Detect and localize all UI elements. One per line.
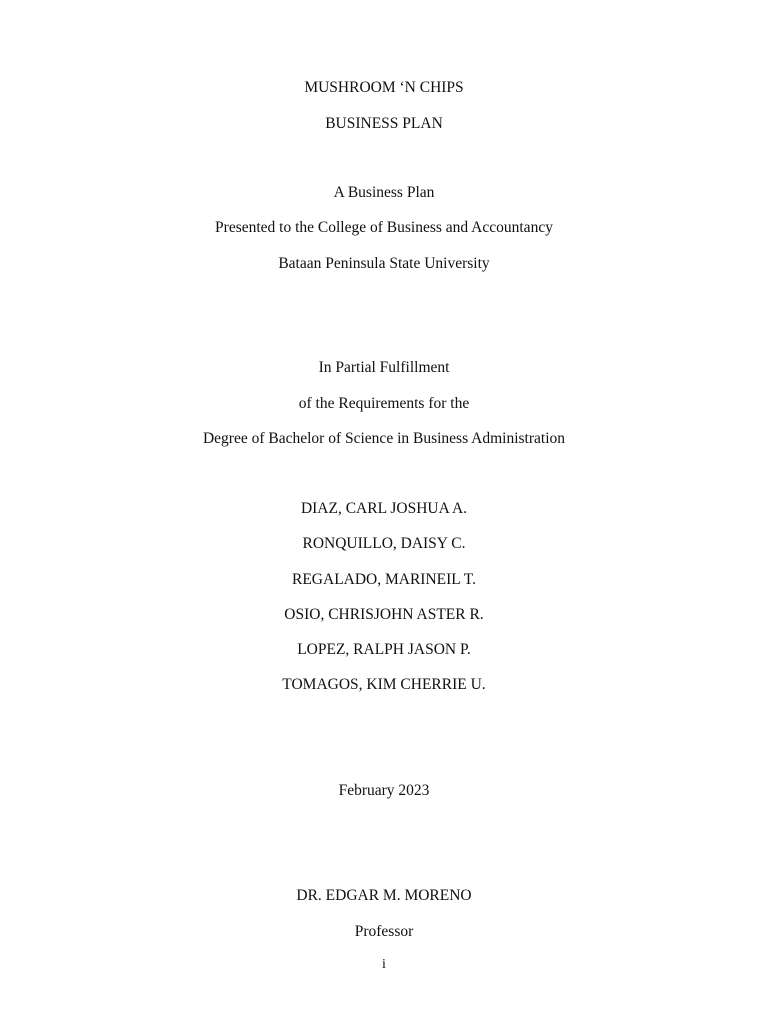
author-name: OSIO, CHRISJOHN ASTER R. — [284, 606, 484, 623]
document-subtitle: BUSINESS PLAN — [325, 115, 443, 132]
fulfillment-line-2: of the Requirements for the — [298, 395, 470, 412]
author-name: DIAZ, CARL JOSHUA A. — [300, 500, 468, 517]
author-name: LOPEZ, RALPH JASON P. — [297, 641, 471, 658]
adviser-name: DR. EDGAR M. MORENO — [296, 887, 472, 904]
adviser-role: Professor — [354, 923, 414, 940]
presentation-line-2: Presented to the College of Business and Accountancy — [215, 219, 553, 236]
author-name: TOMAGOS, KIM CHERRIE U. — [282, 676, 486, 693]
author-name: REGALADO, MARINEIL T. — [292, 571, 476, 588]
submission-date: February 2023 — [338, 782, 430, 799]
document-title: MUSHROOM ‘N CHIPS — [304, 79, 464, 96]
author-name: RONQUILLO, DAISY C. — [302, 535, 466, 552]
university-name: Bataan Peninsula State University — [278, 255, 490, 272]
degree-name: Degree of Bachelor of Science in Business Administration — [202, 430, 565, 447]
presentation-line-1: A Business Plan — [333, 184, 435, 201]
page-number: i — [382, 957, 386, 972]
fulfillment-line-1: In Partial Fulfillment — [318, 359, 450, 376]
